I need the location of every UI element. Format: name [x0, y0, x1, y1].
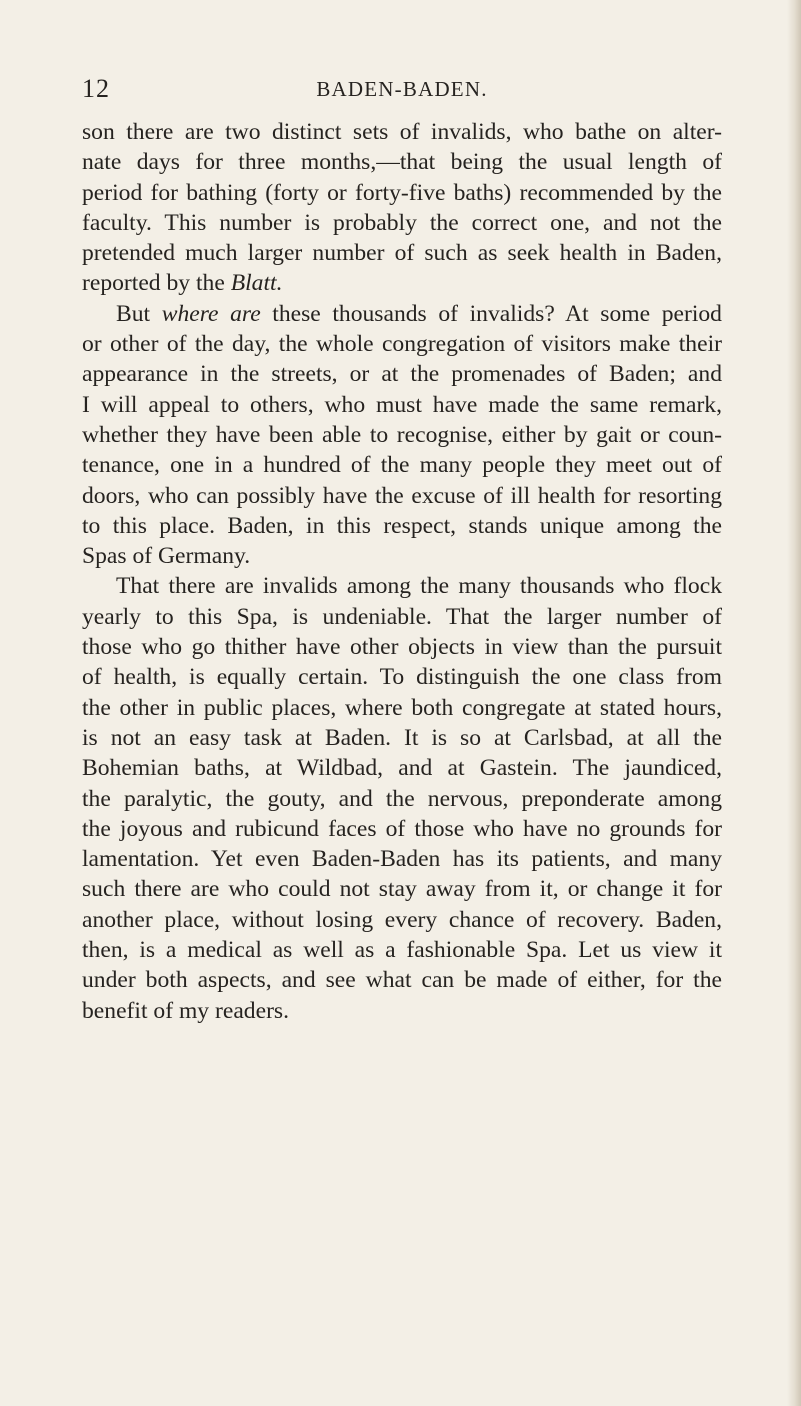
text-line: yearly to this Spa, is undeniable. That the larger number of [82, 603, 722, 630]
page-number: 12 [82, 74, 110, 103]
running-head: BADEN-BADEN. [316, 77, 488, 101]
text-line: appearance in the streets, or at the promenades of Baden; and [82, 361, 722, 388]
text-line: of health, is equally certain. To distinguish the one class from [82, 664, 722, 691]
text-line: period for bathing (forty or forty-five baths) recommended by the [82, 179, 722, 206]
text-line: tenance, one in a hundred of the many people they meet out of [82, 452, 722, 479]
text-line: is not an easy task at Baden. It is so at Carlsbad, at all the [82, 724, 722, 751]
text-line: those who go thither have other objects in view than the pursuit [82, 634, 722, 661]
text-line: such there are who could not stay away from it, or change it for [82, 876, 722, 903]
text-line: pretended much larger number of such as seek health in Baden, [82, 240, 722, 267]
italic-phrase-where-are: where are [161, 300, 261, 327]
text-line: I will appeal to others, who must have made the same remark, [82, 391, 722, 418]
text-line [82, 299, 722, 329]
text-line: doors, who can possibly have the excuse of ill health for resorting [82, 482, 722, 509]
text-fragment: But [116, 300, 162, 327]
text-line: the paralytic, the gouty, and the nervous, preponderate among [82, 785, 722, 812]
text-line: faculty. This number is probably the correct one, and not the [82, 209, 722, 236]
text-line: then, is a medical as well as a fashionable Spa. Let us view it [82, 937, 722, 964]
text-line: Spas of Germany. [82, 543, 251, 570]
text-line: whether they have been able to recognise, either by gait or coun- [82, 421, 722, 448]
body-text [82, 117, 722, 1026]
page-edge-shadow [787, 0, 801, 1406]
text-line: lamentation. Yet even Baden-Baden has its patients, and many [82, 846, 722, 873]
text-line: benefit of my readers. [82, 997, 290, 1024]
text-line: the joyous and rubicund faces of those who have no grounds for [82, 815, 722, 842]
text-line [82, 268, 722, 298]
text-fragment: these thousands of invalids? At some period [260, 300, 722, 327]
italic-word-blatt: Blatt. [230, 270, 283, 297]
text-line: or other of the day, the whole congregation of visitors make their [82, 331, 722, 358]
text-fragment: reported by the [82, 270, 231, 297]
page-header [82, 74, 722, 108]
text-line: son there are two distinct sets of invalids, who bathe on alter- [82, 119, 722, 145]
text-line: nate days for three months,—that being the usual length of [82, 149, 722, 176]
text-line: to this place. Baden, in this respect, stands unique among the [82, 512, 722, 539]
text-line: under both aspects, and see what can be made of either, for the [82, 967, 722, 994]
text-line: another place, without losing every chance of recovery. Baden, [82, 906, 722, 933]
text-line: Bohemian baths, at Wildbad, and at Gastein. The jaundiced, [82, 755, 722, 782]
text-line: the other in public places, where both congregate at stated hours, [82, 694, 722, 721]
text-line: That there are invalids among the many thousands who flock [116, 573, 722, 600]
